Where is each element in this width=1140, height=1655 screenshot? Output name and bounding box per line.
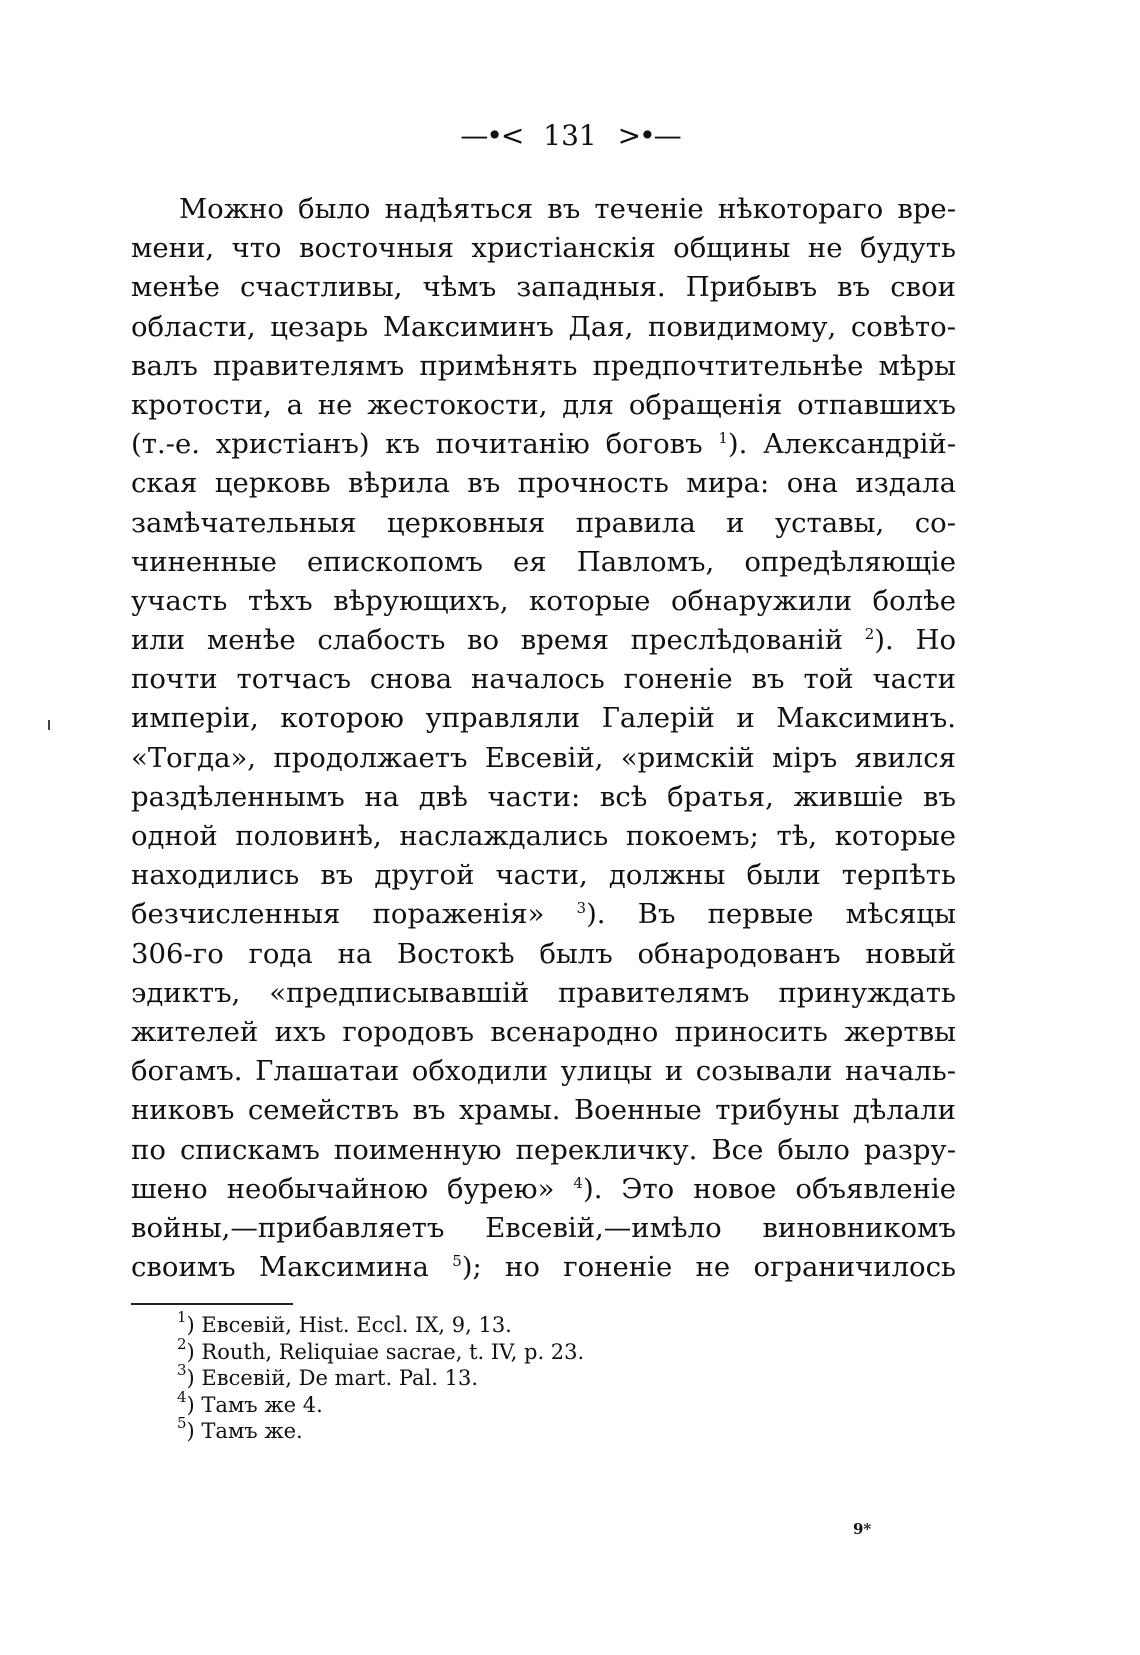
line-text: по спискамъ поименную перекличку. Все было разру-	[131, 1133, 956, 1166]
page-number: 131	[543, 119, 597, 152]
footnote-mark: 1	[177, 1308, 187, 1326]
text-line	[131, 974, 956, 1013]
body-text	[131, 190, 956, 1287]
line-text: чиненные епископомъ ея Павломъ, опредѣляющіе	[131, 545, 956, 578]
margin-mark	[48, 720, 50, 730]
line-text: своимъ Максимина	[131, 1251, 453, 1284]
line-text: шено необычайною бурею»	[131, 1172, 574, 1205]
line-text: области, цезарь Максиминъ Дая, повидимому, совѣто-	[131, 310, 956, 343]
line-text: никовъ семействъ въ храмы. Военные трибуны дѣлали	[131, 1094, 956, 1127]
text-line	[131, 504, 956, 543]
text-line	[131, 347, 956, 386]
text-line	[131, 1170, 956, 1209]
footnote-rule	[131, 1303, 293, 1305]
line-text: ская церковь вѣрила въ прочность мира: она издала	[131, 467, 956, 500]
text-line	[131, 543, 956, 582]
text-line	[131, 699, 956, 738]
footnote-text: ) Тамъ же.	[186, 1419, 303, 1443]
footnote	[177, 1334, 585, 1366]
text-line	[131, 229, 956, 268]
footnote-ref[interactable]: 2	[864, 625, 875, 644]
text-line	[131, 621, 956, 660]
footnote	[177, 1361, 584, 1392]
text-line	[131, 582, 956, 621]
signature-mark: 9*	[853, 1520, 872, 1538]
line-text: мени, что восточныя христіанскія общины не будуть	[131, 232, 956, 265]
line-text: менѣе счастливы, чѣмъ западныя. Прибывъ въ свои	[131, 271, 956, 304]
line-text: богамъ. Глашатаи обходили улицы и созывали началь-	[131, 1055, 956, 1088]
line-text: 306-го года на Востокѣ былъ обнародованъ новый	[131, 937, 956, 970]
footnote-ref[interactable]: 5	[452, 1252, 462, 1271]
line-text-after: ); но гоненіе не ограничилось	[461, 1251, 956, 1284]
footnote-mark: 4	[177, 1387, 187, 1406]
line-text: имперіи, которою управляли Галерій и Максиминъ.	[131, 702, 956, 735]
text-line	[131, 1248, 956, 1287]
page-header	[0, 120, 1140, 152]
text-line	[131, 386, 956, 425]
header-ornament-right: >•—	[617, 119, 680, 152]
text-line	[131, 1091, 956, 1130]
line-text: почти тотчасъ снова началось гоненіе въ той части	[131, 663, 956, 696]
footnote-mark: 5	[177, 1414, 187, 1432]
text-line	[131, 1131, 956, 1170]
header-ornament-left: —•<	[460, 119, 523, 152]
text-line	[131, 660, 956, 699]
footnote-text: ) Евсевій, Hist. Eccl. IX, 9, 13.	[186, 1313, 512, 1337]
line-text: «Тогда», продолжаетъ Евсевій, «римскій міръ явился	[131, 741, 956, 774]
line-text: раздѣленнымъ на двѣ части: всѣ братья, жившіе въ	[131, 780, 956, 813]
footnotes	[177, 1308, 585, 1445]
text-line	[131, 778, 956, 817]
line-text-after: ). Александрій-	[727, 428, 956, 461]
line-text: Можно было надѣяться въ теченіе нѣкотораго вре-	[179, 193, 956, 225]
line-text-after: ). Въ первые мѣсяцы	[586, 898, 956, 931]
text-line	[131, 1013, 956, 1052]
line-text-after: ). Это новое объявленіе	[582, 1172, 956, 1205]
footnote-ref[interactable]: 4	[573, 1173, 583, 1192]
text-line	[131, 268, 956, 307]
text-line	[131, 425, 956, 464]
footnote-mark: 2	[177, 1334, 187, 1353]
text-line	[131, 308, 956, 347]
footnote-text: ) Routh, Reliquiae sacrae, t. IV, p. 23.	[186, 1339, 585, 1364]
footnote	[177, 1414, 584, 1445]
line-text: или менѣе слабость во время преслѣдованій	[131, 624, 865, 657]
line-text: валъ правителямъ примѣнять предпочтительнѣе мѣры	[131, 349, 956, 382]
text-line	[131, 1052, 956, 1091]
text-line	[131, 464, 956, 503]
footnote-ref[interactable]: 3	[576, 899, 587, 918]
line-text: кротости, а не жестокости, для обращенія отпавшихъ	[131, 388, 956, 421]
text-line	[131, 1209, 956, 1248]
footnote-text: ) Тамъ же 4.	[186, 1392, 323, 1417]
footnote-text: ) Евсевій, De mart. Pal. 13.	[186, 1366, 479, 1390]
line-text: одной половинѣ, наслаждались покоемъ; тѣ, которые	[131, 820, 956, 852]
line-text: жителей ихъ городовъ всенародно приносить жертвы	[131, 1015, 956, 1048]
line-text: войны,—прибавляетъ Евсевій,—имѣло виновникомъ	[131, 1211, 956, 1244]
line-text: участь тѣхъ вѣрующихъ, которые обнаружили болѣе	[131, 584, 956, 617]
text-line	[131, 856, 956, 895]
footnote-ref[interactable]: 1	[718, 429, 728, 448]
text-line	[131, 935, 956, 974]
footnote	[177, 1308, 584, 1339]
line-text: замѣчательныя церковныя правила и уставы, со-	[131, 506, 956, 539]
footnote	[177, 1387, 584, 1419]
text-line	[131, 895, 956, 934]
line-text: безчисленныя пораженія»	[131, 898, 577, 931]
text-line	[131, 739, 956, 778]
line-text-after: ). Но	[874, 624, 957, 657]
line-text: (т.-е. христіанъ) къ почитанію боговъ	[131, 428, 719, 461]
text-line	[131, 190, 956, 229]
line-text: эдиктъ, «предписывавшій правителямъ принуждать	[131, 976, 956, 1009]
line-text: находились въ другой части, должны были терпѣть	[131, 859, 956, 892]
footnote-mark: 3	[177, 1361, 187, 1379]
text-line	[131, 817, 956, 856]
